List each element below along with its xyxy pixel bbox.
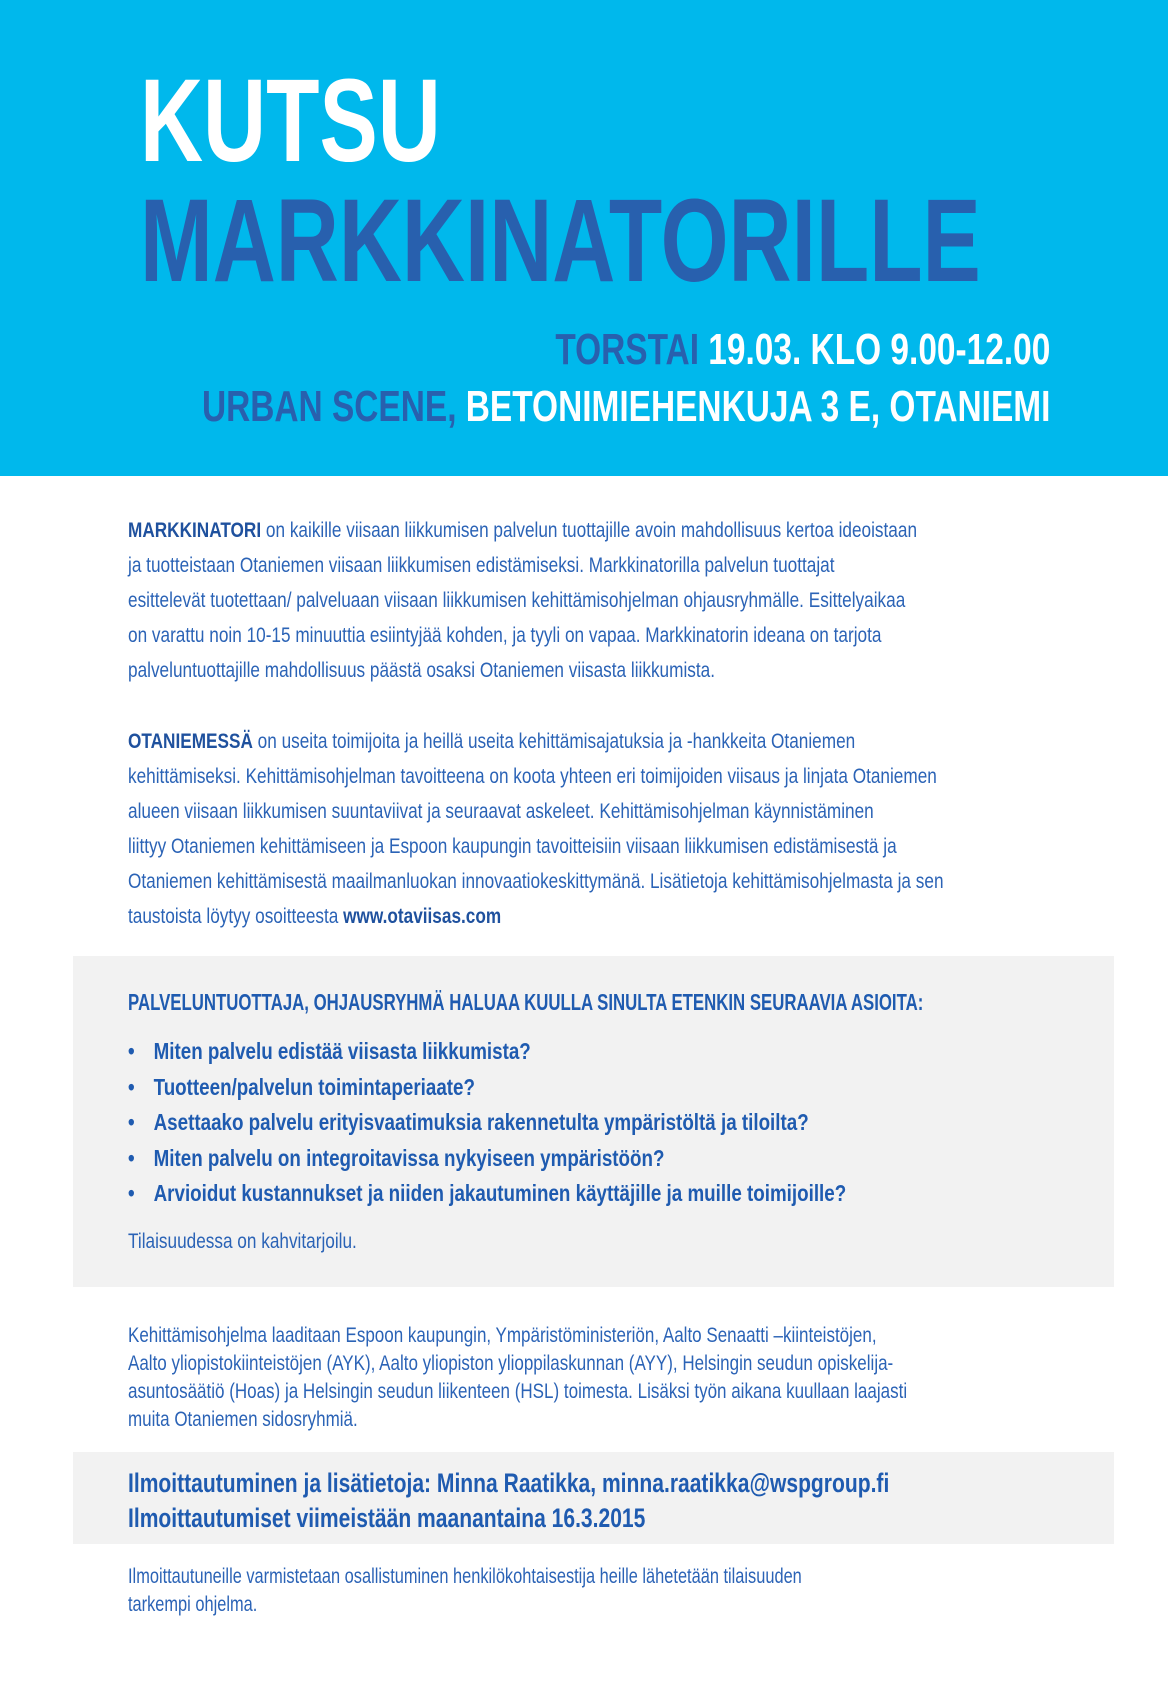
footer-line: tarkempi ohjelma. — [128, 1593, 258, 1616]
question-item: • Arvioidut kustannukset ja niiden jakautuminen käyttäjille ja muille toimijoille? — [128, 1180, 847, 1206]
intro-line: palveluntuottajille mahdollisuus päästä osaksi Otaniemen viisasta liikkumista. — [128, 658, 716, 682]
event-address: BETONIMIEHENKUJA 3 E, OTANIEMI — [465, 382, 1050, 431]
event-date-time — [554, 325, 1050, 374]
title-markkinatorille: MARKKINATORILLE — [140, 175, 981, 307]
partners-line: Aalto yliopistokiinteistöjen (AYK), Aalto yliopiston ylioppilaskunnan (AYY), Helsingin seudun opiskelija- — [128, 1352, 894, 1375]
intro-line: esittelevät tuotettaan/ palveluaan viisaan liikkumisen kehittämisohjelman ohjausryhmälle. Esittelyaikaa — [128, 588, 906, 612]
registration-deadline: Ilmoittautumiset viimeistään maanantaina 16.3.2015 — [128, 1503, 646, 1533]
bullet-icon: • — [128, 1109, 135, 1135]
bullet-icon: • — [128, 1180, 135, 1206]
otaniemi-lead: OTANIEMESSÄ — [128, 729, 253, 753]
intro-line: ja tuotteistaan Otaniemen viisaan liikkumisen edistämiseksi. Markkinatorilla palvelun tuottajat — [128, 553, 835, 577]
email-link[interactable]: minna.raatikka@wspgroup.fi — [601, 1468, 890, 1498]
otaniemi-line: alueen viisaan liikkumisen suuntaviivat ja seuraavat askeleet. Kehittämisohjelman käynnistäminen — [128, 799, 874, 823]
question-item: • Asettaako palvelu erityisvaatimuksia rakennetulta ympäristöltä ja tiloilta? — [128, 1109, 809, 1135]
coffee-note: Tilaisuudessa on kahvitarjoilu. — [128, 1229, 357, 1253]
question-item: • Tuotteen/palvelun toimintaperiaate? — [128, 1074, 475, 1100]
event-location — [201, 382, 1050, 431]
otaniemi-line: liittyy Otaniemen kehittämiseen ja Espoon kaupungin tavoitteisiin viisaan liikkumisen edistämisestä ja — [128, 834, 897, 858]
otaniemi-line: taustoista löytyy osoitteesta www.otaviisas.com — [128, 904, 502, 928]
otaniemi-line: kehittämiseksi. Kehittämisohjelman tavoitteena on koota yhteen eri toimijoiden viisaus ja linjata Otaniemen — [128, 764, 937, 788]
partners-line: Kehittämisohjelma laaditaan Espoon kaupungin, Ympäristöministeriön, Aalto Senaatti –kiinteistöjen, — [128, 1324, 877, 1347]
event-day: TORSTAI — [554, 325, 699, 374]
question-item: • Miten palvelu on integroitavissa nykyiseen ympäristöön? — [128, 1145, 665, 1171]
event-venue: URBAN SCENE, — [201, 382, 457, 431]
event-time: 19.03. KLO 9.00-12.00 — [707, 325, 1050, 374]
registration-contact: Ilmoittautuminen ja lisätietoja: Minna Raatikka, minna.raatikka@wspgroup.fi — [128, 1468, 890, 1498]
bullet-icon: • — [128, 1145, 135, 1171]
website-link[interactable]: www.otaviisas.com — [343, 904, 502, 928]
intro-line: MARKKINATORI on kaikille viisaan liikkumisen palvelun tuottajille avoin mahdollisuus kertoa ideoistaan — [128, 518, 918, 542]
intro-lead: MARKKINATORI — [128, 518, 262, 542]
question-item: • Miten palvelu edistää viisasta liikkumista? — [128, 1038, 531, 1064]
title-kutsu: KUTSU — [140, 55, 441, 187]
bullet-icon: • — [128, 1074, 135, 1100]
partners-line: asuntosäätiö (Hoas) ja Helsingin seudun liikenteen (HSL) toimesta. Lisäksi työn aikana kuullaan laajasti — [128, 1380, 908, 1403]
questions-heading: PALVELUNTUOTTAJA, OHJAUSRYHMÄ HALUAA KUULLA SINULTA ETENKIN SEURAAVIA ASIOITA: — [128, 989, 924, 1015]
bullet-icon: • — [128, 1038, 135, 1064]
partners-line: muita Otaniemen sidosryhmiä. — [128, 1408, 358, 1431]
otaniemi-line: Otaniemen kehittämisestä maailmanluokan innovaatiokeskittymänä. Lisätietoja kehittämisohjelmasta ja sen — [128, 869, 944, 893]
otaniemi-line: OTANIEMESSÄ on useita toimijoita ja heillä useita kehittämisajatuksia ja -hankkeita Otaniemen — [128, 729, 856, 753]
footer-line: Ilmoittautuneille varmistetaan osallistuminen henkilökohtaisestija heille lähetetään tilaisuuden — [128, 1565, 802, 1588]
intro-line: on varattu noin 10-15 minuuttia esiintyjää kohden, ja tyyli on vapaa. Markkinatorin ideana on tarjota — [128, 623, 882, 647]
